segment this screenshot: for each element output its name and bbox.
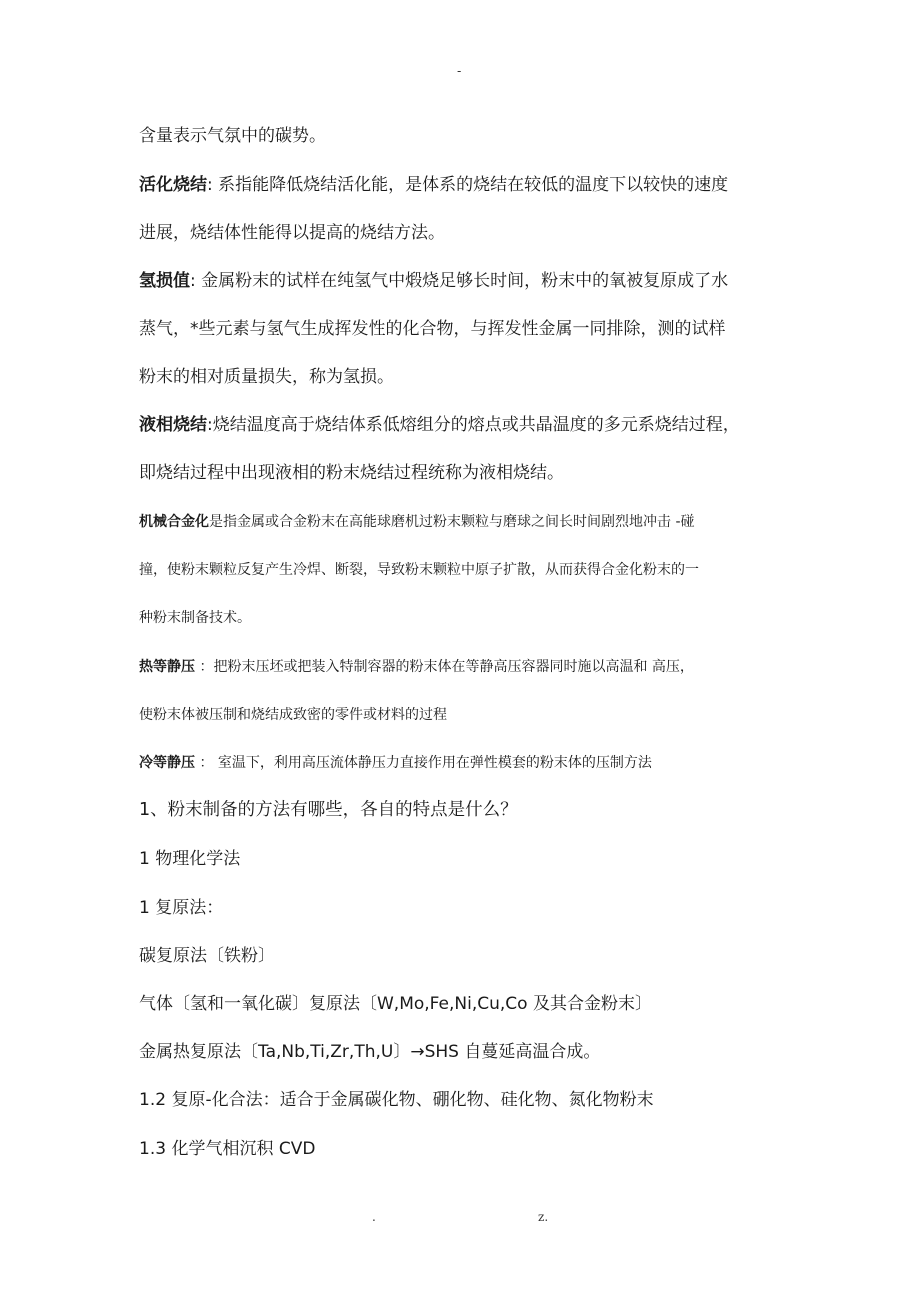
term: 热等静压 [139, 659, 195, 675]
definition-cold-isostatic-pressing [139, 751, 652, 775]
term: 冷等静压 [139, 755, 195, 771]
definition-text: 是指金属或合金粉末在高能球磨机过粉末颗粒与磨球之间长时间剧烈地冲击 -碰 [209, 514, 695, 530]
definition-hydrogen-loss [139, 269, 728, 293]
definition-hot-isostatic-pressing [139, 655, 694, 679]
term: 机械合金化 [139, 514, 209, 530]
paragraph-line: 使粉末体被压制和烧结成致密的零件或材料的过程 [139, 707, 447, 723]
term: 液相烧结 [139, 415, 207, 435]
term: 氢损值 [139, 271, 190, 291]
paragraph-line: 撞，使粉末颗粒反复产生冷焊、断裂，导致粉末颗粒中原子扩散，从而获得合金化粉末的一 [139, 562, 699, 578]
section-line: 气体〔氢和一氧化碳〕复原法〔W,Mo,Fe,Ni,Cu,Co 及其合金粉末〕 [139, 994, 652, 1014]
term: 活化烧结 [139, 175, 207, 195]
definition-activated-sintering [139, 173, 728, 197]
definition-text: :烧结温度高于烧结体系低熔组分的熔点或共晶温度的多元系烧结过程， [207, 415, 740, 435]
section-line: 1.3 化学气相沉积 CVD [139, 1139, 316, 1159]
definition-mechanical-alloying [139, 510, 695, 534]
paragraph-line: 蒸气，*些元素与氢气生成挥发性的化合物，与挥发性金属一同排除，测的试样 [139, 319, 726, 339]
header-mark: - [457, 64, 462, 78]
definition-text: : 金属粉末的试样在纯氢气中煅烧足够长时间，粉末中的氧被复原成了水 [190, 271, 729, 291]
question-heading: 1、粉末制备的方法有哪些，各自的特点是什么？ [139, 800, 518, 820]
definition-text: : 系指能降低烧结活化能，是体系的烧结在较低的温度下以较快的速度 [207, 175, 729, 195]
section-line: 1.2 复原-化合法：适合于金属碳化物、硼化物、硅化物、氮化物粉末 [139, 1090, 654, 1110]
paragraph-line: 进展，烧结体性能得以提高的烧结方法。 [139, 223, 445, 243]
definition-text: ： 室温下，利用高压流体静压力直接作用在弹性模套的粉末体的压制方法 [195, 755, 652, 771]
definition-text: ：把粉末压坯或把装入特制容器的粉末体在等静高压容器同时施以高温和 高压， [195, 659, 694, 675]
section-line: 1 复原法： [139, 898, 224, 918]
section-line: 金属热复原法〔Ta,Nb,Ti,Zr,Th,U〕→SHS 自蔓延高温合成。 [139, 1042, 601, 1062]
definition-liquid-phase-sintering [139, 413, 740, 437]
paragraph-line: 种粉末制备技术。 [139, 610, 251, 626]
section-line: 1 物理化学法 [139, 849, 241, 869]
paragraph-line: 粉末的相对质量损失，称为氢损。 [139, 367, 394, 387]
paragraph-line: 即烧结过程中出现液相的粉末烧结过程统称为液相烧结。 [139, 463, 564, 483]
section-line: 碳复原法〔铁粉〕 [139, 946, 275, 966]
paragraph-line: 含量表示气氛中的碳势。 [139, 126, 326, 146]
footer-mark-right: z. [538, 1210, 549, 1224]
footer-mark-left: . [372, 1210, 376, 1224]
